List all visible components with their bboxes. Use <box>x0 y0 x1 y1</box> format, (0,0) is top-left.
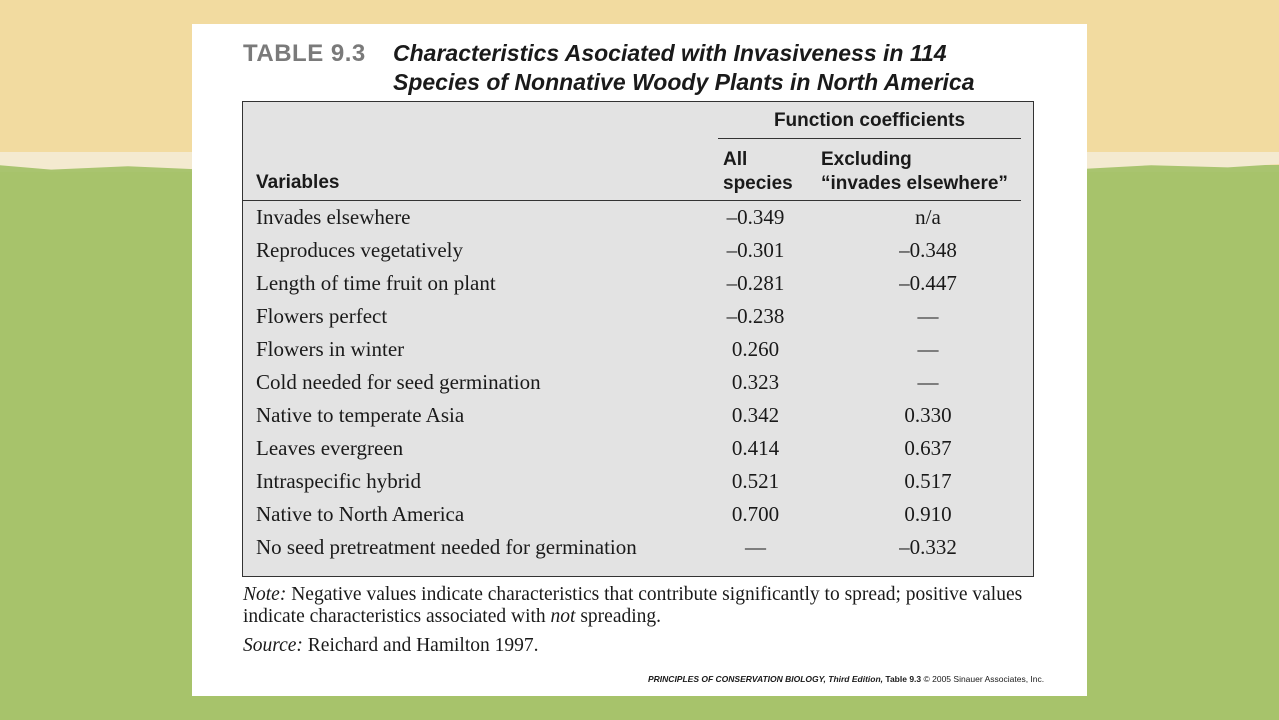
cell-excluding: — <box>917 370 939 394</box>
column-header-all-line-1: All <box>723 149 748 170</box>
cell-variable: Invades elsewhere <box>256 205 411 229</box>
column-header-variables: Variables <box>256 172 340 193</box>
header-rule <box>243 200 1021 201</box>
cell-all-species: –0.281 <box>726 271 785 295</box>
table-source <box>243 635 539 657</box>
footer-credit <box>648 674 1044 684</box>
table-note <box>243 584 1043 628</box>
note-text-2: spreading. <box>575 606 662 627</box>
cell-variable: Native to North America <box>256 502 465 526</box>
cell-all-species: 0.521 <box>731 469 780 493</box>
cell-all-species: 0.260 <box>731 337 780 361</box>
table-row <box>243 334 1033 367</box>
data-table <box>242 101 1034 577</box>
footer-ref: Table 9.3 <box>883 674 922 684</box>
cell-variable: Reproduces vegetatively <box>256 238 464 262</box>
cell-variable: Length of time fruit on plant <box>256 271 496 295</box>
table-body <box>243 202 1033 565</box>
table-title <box>393 39 1013 97</box>
note-label: Note: <box>243 584 287 605</box>
column-header-all-species <box>723 148 793 196</box>
table-row <box>243 400 1033 433</box>
table-row <box>243 532 1033 565</box>
column-header-excluding <box>821 148 1008 196</box>
cell-excluding: 0.517 <box>904 469 952 493</box>
cell-variable: No seed pretreatment needed for germination <box>256 535 637 559</box>
cell-all-species: 0.700 <box>731 502 780 526</box>
cell-all-species: 0.323 <box>731 370 780 394</box>
cell-excluding: n/a <box>915 205 941 229</box>
footer-book: PRINCIPLES OF CONSERVATION BIOLOGY, Third Edition, <box>648 674 884 684</box>
cell-excluding: — <box>917 304 939 328</box>
cell-variable: Flowers in winter <box>256 337 405 361</box>
column-header-all-line-2: species <box>723 173 793 194</box>
column-header-excl-line-1: Excluding <box>821 149 912 170</box>
cell-excluding: –0.348 <box>899 238 957 262</box>
table-row <box>243 235 1033 268</box>
table-row <box>243 367 1033 400</box>
cell-variable: Cold needed for seed germination <box>256 370 541 394</box>
column-header-excl-line-2: “invades elsewhere” <box>821 173 1008 194</box>
table-title-line-2: Species of Nonnative Woody Plants in North America <box>393 69 975 95</box>
cell-all-species: 0.342 <box>731 403 780 427</box>
cell-excluding: 0.910 <box>904 502 952 526</box>
cell-all-species: — <box>745 535 766 559</box>
note-emphasis: not <box>550 606 576 627</box>
group-header: Function coefficients <box>773 110 966 131</box>
table-title-line-1: Characteristics Asociated with Invasiveness in 114 <box>393 40 947 66</box>
table-row <box>243 301 1033 334</box>
cell-variable: Native to temperate Asia <box>256 403 465 427</box>
cell-variable: Leaves evergreen <box>256 436 404 460</box>
table-row <box>243 202 1033 235</box>
footer-copyright: © 2005 Sinauer Associates, Inc. <box>921 674 1045 684</box>
group-header-rule <box>718 138 1021 139</box>
slide-content <box>192 24 1087 696</box>
table-row <box>243 499 1033 532</box>
table-number: TABLE 9.3 <box>243 40 366 67</box>
cell-all-species: –0.301 <box>726 238 785 262</box>
table-row <box>243 268 1033 301</box>
cell-excluding: –0.332 <box>899 535 957 559</box>
cell-variable: Flowers perfect <box>256 304 388 328</box>
cell-all-species: –0.238 <box>726 304 785 328</box>
cell-excluding: — <box>917 337 939 361</box>
table-row <box>243 466 1033 499</box>
source-label: Source: <box>243 635 303 656</box>
cell-excluding: 0.637 <box>904 436 952 460</box>
cell-all-species: –0.349 <box>726 205 785 229</box>
cell-variable: Intraspecific hybrid <box>256 469 422 493</box>
cell-all-species: 0.414 <box>731 436 780 460</box>
cell-excluding: 0.330 <box>904 403 952 427</box>
note-text-1: Negative values indicate characteristics that contribute significantly to spread; positive values indicate characteristics associated with <box>243 584 1023 627</box>
source-text: Reichard and Hamilton 1997. <box>302 635 539 656</box>
cell-excluding: –0.447 <box>899 271 957 295</box>
table-row <box>243 433 1033 466</box>
